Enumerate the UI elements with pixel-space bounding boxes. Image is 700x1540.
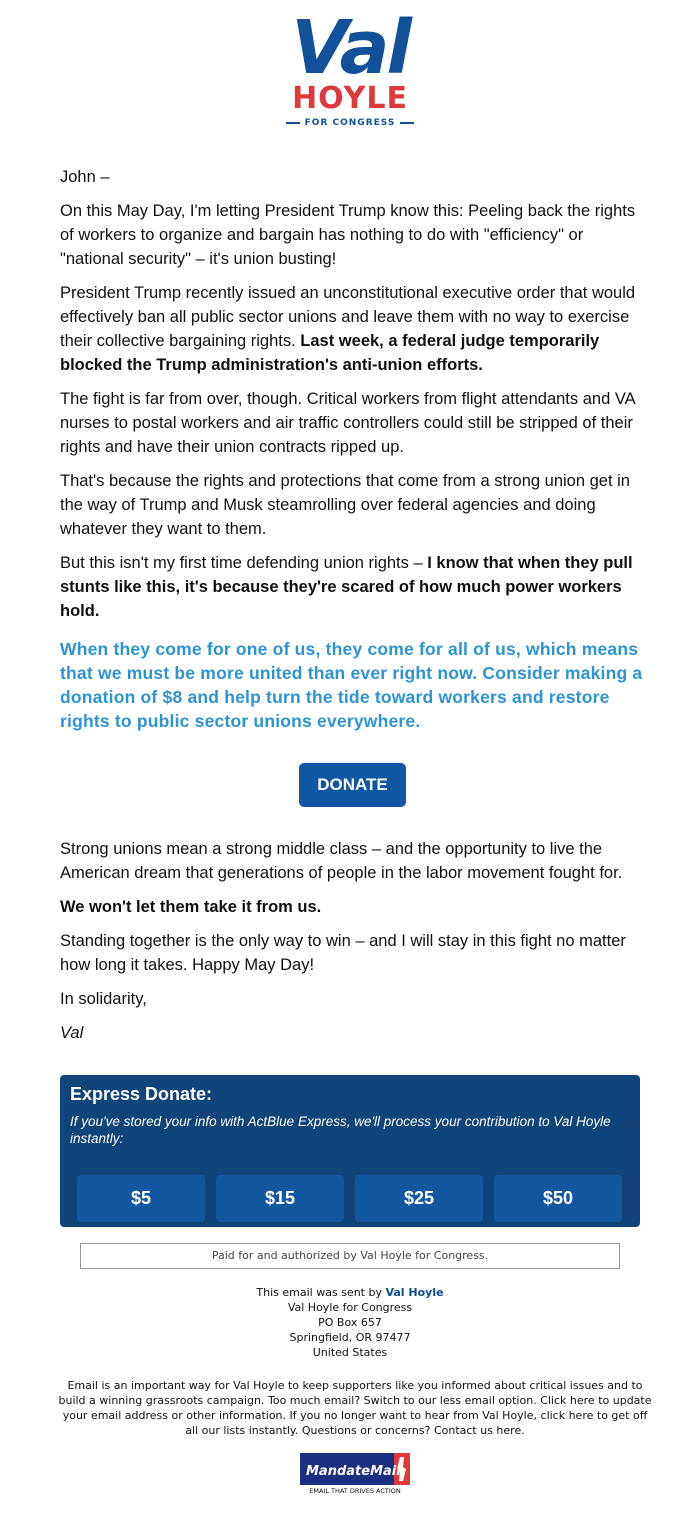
mandatemail-badge[interactable] [300,1453,410,1495]
donate-button[interactable]: DONATE [299,763,406,807]
paid-for-disclaimer: Paid for and authorized by Val Hoyle for Congress. [80,1243,620,1269]
greeting: John – [60,168,110,186]
sender-link[interactable]: Val Hoyle [385,1286,444,1299]
unsubscribe-link[interactable]: click here to get off all our lists instantly. [185,1409,648,1437]
donate-amount-button[interactable]: $15 [216,1175,344,1222]
donate-amount-button[interactable]: $25 [355,1175,483,1222]
sender-po-box: PO Box 657 [318,1316,382,1329]
paragraph-8: Standing together is the only way to win – and I will stay in this fight no matter how long it takes. Happy May Day! [60,932,626,974]
badge-tagline: EMAIL THAT DRIVES ACTION [309,1487,401,1495]
donate-amount-button[interactable]: $50 [494,1175,622,1222]
logo-hoyle: HOYLE [292,81,408,116]
email-preferences: Email is an important way for Val Hoyle to keep supporters like you informed about critical issues and to build a winning grassroots campaign. Too much email? Switch to our less email option. Click here to update your email address or other information. If you no longer want to hear from Val Hoyle, click here to get off all our lists instantly. Questions or concerns? Contact us here. [58,1379,652,1437]
paragraph-2: President Trump recently issued an unconstitutional executive order that would effectively ban all public sector unions and leave them with no way to exercise their collective bargaining rights. Last week, a federal judge temporarily blocked the Trump administration's anti-union efforts. [60,284,636,374]
sender-city: Springfield, OR 97477 [289,1331,411,1344]
badge-name: MandateMail [306,1464,401,1479]
paragraph-1: On this May Day, I'm letting President Trump know this: Peeling back the rights of workers to organize and bargain has nothing to do with "efficiency" or "national security" – it's union busting! [60,202,636,268]
callout-text[interactable]: When they come for one of us, they come for all of us, which means that we must be more united than ever right now. Consider making a donation of $8 and help turn the tide toward workers and restore rights to public sector unions everywhere. [60,639,643,731]
paragraph-4: That's because the rights and protections that come from a strong union get in the way of Trump and Musk steamrolling over federal agencies and doing whatever they want to them. [60,472,630,538]
logo-for-congress: FOR CONGRESS [0,118,700,128]
signoff: In solidarity, [60,990,147,1008]
campaign-logo [0,5,700,128]
express-donate-subtitle: If you've stored your info with ActBlue Express, we'll process your contribution to Val Hoyle instantly: [70,1114,611,1146]
logo-val: Val [291,5,409,91]
signature: Val [60,1024,84,1042]
paragraph-5: But this isn't my first time defending union rights – I know that when they pull stunts like this, it's because they're scared of how much power workers hold. [60,554,633,620]
sender-org: Val Hoyle for Congress [287,1301,413,1314]
express-donate-panel [60,1075,640,1227]
update-info-link[interactable]: update your email address or other information. [62,1394,652,1422]
paragraph-7: We won't let them take it from us. [60,898,322,916]
express-donate-title: Express Donate: [70,1084,213,1104]
email-body [60,165,645,1055]
paragraph-6: Strong unions mean a strong middle class – and the opportunity to live the American dream that generations of people in the labor movement fought for. [60,840,623,882]
sender-info: This email was sent by Val Hoyle Val Hoyle for Congress PO Box 657 Springfield, OR 97477 United States [40,1285,660,1360]
contact-link[interactable]: Contact us here. [433,1424,525,1437]
sender-country: United States [312,1346,388,1359]
donate-amount-button[interactable]: $5 [77,1175,205,1222]
paragraph-3: The fight is far from over, though. Critical workers from flight attendants and VA nurses to postal workers and air traffic controllers could still be stripped of their rights and have their union contracts ripped up. [60,390,635,456]
less-email-link[interactable]: Switch to our less email option. [363,1394,537,1407]
